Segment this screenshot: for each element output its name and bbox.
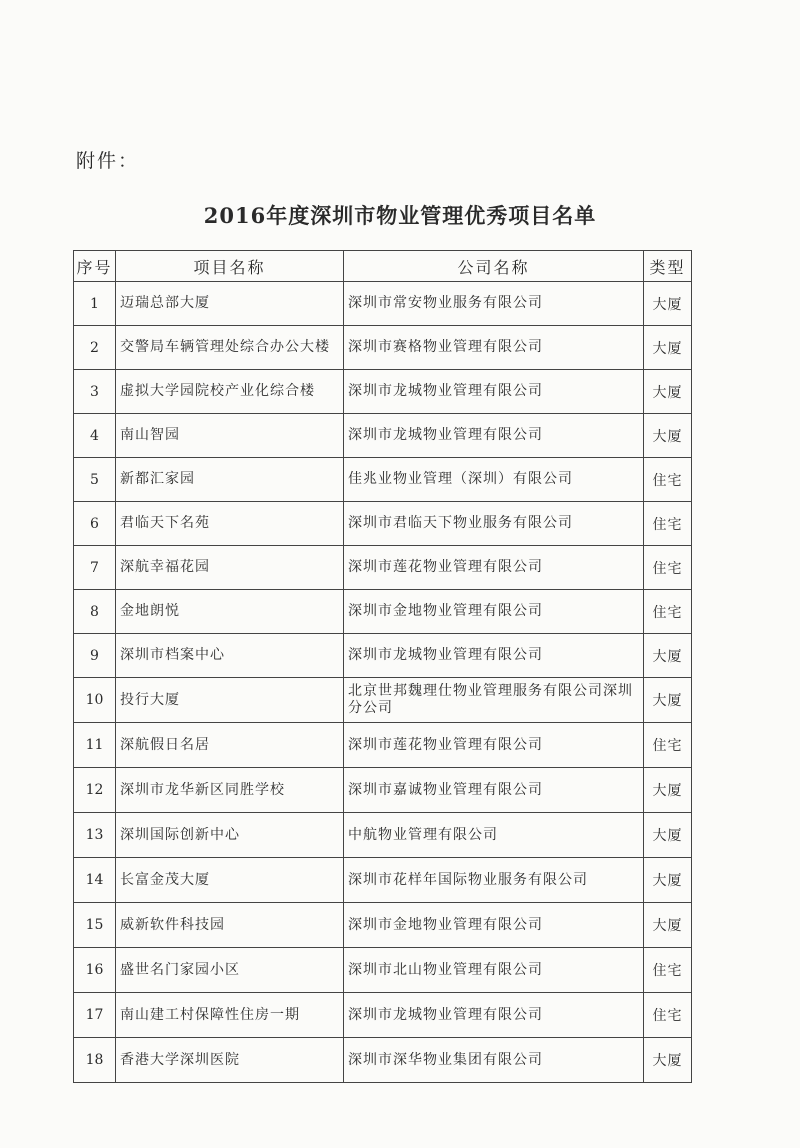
project-name: 新都汇家园 xyxy=(116,458,344,502)
company-name: 深圳市金地物业管理有限公司 xyxy=(344,903,644,948)
table-row xyxy=(74,546,692,590)
row-number: 5 xyxy=(74,458,116,502)
table-row xyxy=(74,502,692,546)
table-row xyxy=(74,678,692,723)
project-type: 住宅 xyxy=(644,948,692,993)
table-row xyxy=(74,458,692,502)
project-type: 住宅 xyxy=(644,546,692,590)
row-number: 3 xyxy=(74,370,116,414)
header-project-name: 项目名称 xyxy=(116,251,344,282)
project-type: 大厦 xyxy=(644,858,692,903)
project-name: 金地朗悦 xyxy=(116,590,344,634)
row-number: 11 xyxy=(74,723,116,768)
row-number: 9 xyxy=(74,634,116,678)
row-number: 4 xyxy=(74,414,116,458)
row-number: 2 xyxy=(74,326,116,370)
table-row xyxy=(74,903,692,948)
project-name: 盛世名门家园小区 xyxy=(116,948,344,993)
row-number: 7 xyxy=(74,546,116,590)
company-name: 深圳市龙城物业管理有限公司 xyxy=(344,634,644,678)
table-row xyxy=(74,282,692,326)
project-type: 大厦 xyxy=(644,903,692,948)
project-type: 大厦 xyxy=(644,768,692,813)
row-number: 14 xyxy=(74,858,116,903)
company-name: 深圳市龙城物业管理有限公司 xyxy=(344,993,644,1038)
row-number: 12 xyxy=(74,768,116,813)
project-type: 大厦 xyxy=(644,414,692,458)
company-name: 深圳市龙城物业管理有限公司 xyxy=(344,414,644,458)
project-list-table xyxy=(73,250,692,1083)
project-name: 交警局车辆管理处综合办公大楼 xyxy=(116,326,344,370)
project-type: 住宅 xyxy=(644,723,692,768)
table-row xyxy=(74,414,692,458)
row-number: 17 xyxy=(74,993,116,1038)
row-number: 1 xyxy=(74,282,116,326)
company-name: 深圳市常安物业服务有限公司 xyxy=(344,282,644,326)
project-type: 住宅 xyxy=(644,458,692,502)
project-name: 长富金茂大厦 xyxy=(116,858,344,903)
company-name: 深圳市北山物业管理有限公司 xyxy=(344,948,644,993)
row-number: 8 xyxy=(74,590,116,634)
row-number: 13 xyxy=(74,813,116,858)
project-name: 深圳国际创新中心 xyxy=(116,813,344,858)
table-row xyxy=(74,813,692,858)
row-number: 10 xyxy=(74,678,116,723)
row-number: 18 xyxy=(74,1038,116,1083)
project-type: 住宅 xyxy=(644,502,692,546)
company-name: 深圳市金地物业管理有限公司 xyxy=(344,590,644,634)
table-row xyxy=(74,768,692,813)
table-row xyxy=(74,993,692,1038)
company-name: 北京世邦魏理仕物业管理服务有限公司深圳分公司 xyxy=(344,678,644,723)
table-row xyxy=(74,590,692,634)
company-name: 深圳市莲花物业管理有限公司 xyxy=(344,723,644,768)
row-number: 6 xyxy=(74,502,116,546)
project-name: 深航假日名居 xyxy=(116,723,344,768)
row-number: 16 xyxy=(74,948,116,993)
table-header-row xyxy=(74,251,692,282)
project-type: 住宅 xyxy=(644,590,692,634)
table-row xyxy=(74,370,692,414)
project-name: 深航幸福花园 xyxy=(116,546,344,590)
table-row xyxy=(74,326,692,370)
project-type: 大厦 xyxy=(644,634,692,678)
company-name: 深圳市莲花物业管理有限公司 xyxy=(344,546,644,590)
project-name: 投行大厦 xyxy=(116,678,344,723)
company-name: 深圳市君临天下物业服务有限公司 xyxy=(344,502,644,546)
project-name: 南山建工村保障性住房一期 xyxy=(116,993,344,1038)
project-name: 虚拟大学园院校产业化综合楼 xyxy=(116,370,344,414)
company-name: 深圳市赛格物业管理有限公司 xyxy=(344,326,644,370)
company-name: 深圳市花样年国际物业服务有限公司 xyxy=(344,858,644,903)
company-name: 深圳市龙城物业管理有限公司 xyxy=(344,370,644,414)
header-company-name: 公司名称 xyxy=(344,251,644,282)
header-number: 序号 xyxy=(74,251,116,282)
project-name: 深圳市档案中心 xyxy=(116,634,344,678)
document-title: 2016年度深圳市物业管理优秀项目名单 xyxy=(203,203,597,228)
company-name: 中航物业管理有限公司 xyxy=(344,813,644,858)
table-row xyxy=(74,858,692,903)
table-row xyxy=(74,1038,692,1083)
attachment-label: 附件： xyxy=(76,150,140,172)
company-name: 深圳市嘉诚物业管理有限公司 xyxy=(344,768,644,813)
project-name: 深圳市龙华新区同胜学校 xyxy=(116,768,344,813)
project-type: 大厦 xyxy=(644,1038,692,1083)
project-name: 南山智园 xyxy=(116,414,344,458)
table-row xyxy=(74,723,692,768)
project-type: 大厦 xyxy=(644,370,692,414)
project-type: 大厦 xyxy=(644,678,692,723)
project-type: 住宅 xyxy=(644,993,692,1038)
project-type: 大厦 xyxy=(644,813,692,858)
table-row xyxy=(74,948,692,993)
header-type: 类型 xyxy=(644,251,692,282)
company-name: 佳兆业物业管理（深圳）有限公司 xyxy=(344,458,644,502)
project-name: 香港大学深圳医院 xyxy=(116,1038,344,1083)
project-name: 威新软件科技园 xyxy=(116,903,344,948)
project-type: 大厦 xyxy=(644,282,692,326)
company-name: 深圳市深华物业集团有限公司 xyxy=(344,1038,644,1083)
project-name: 君临天下名苑 xyxy=(116,502,344,546)
row-number: 15 xyxy=(74,903,116,948)
table-row xyxy=(74,634,692,678)
project-name: 迈瑞总部大厦 xyxy=(116,282,344,326)
project-type: 大厦 xyxy=(644,326,692,370)
